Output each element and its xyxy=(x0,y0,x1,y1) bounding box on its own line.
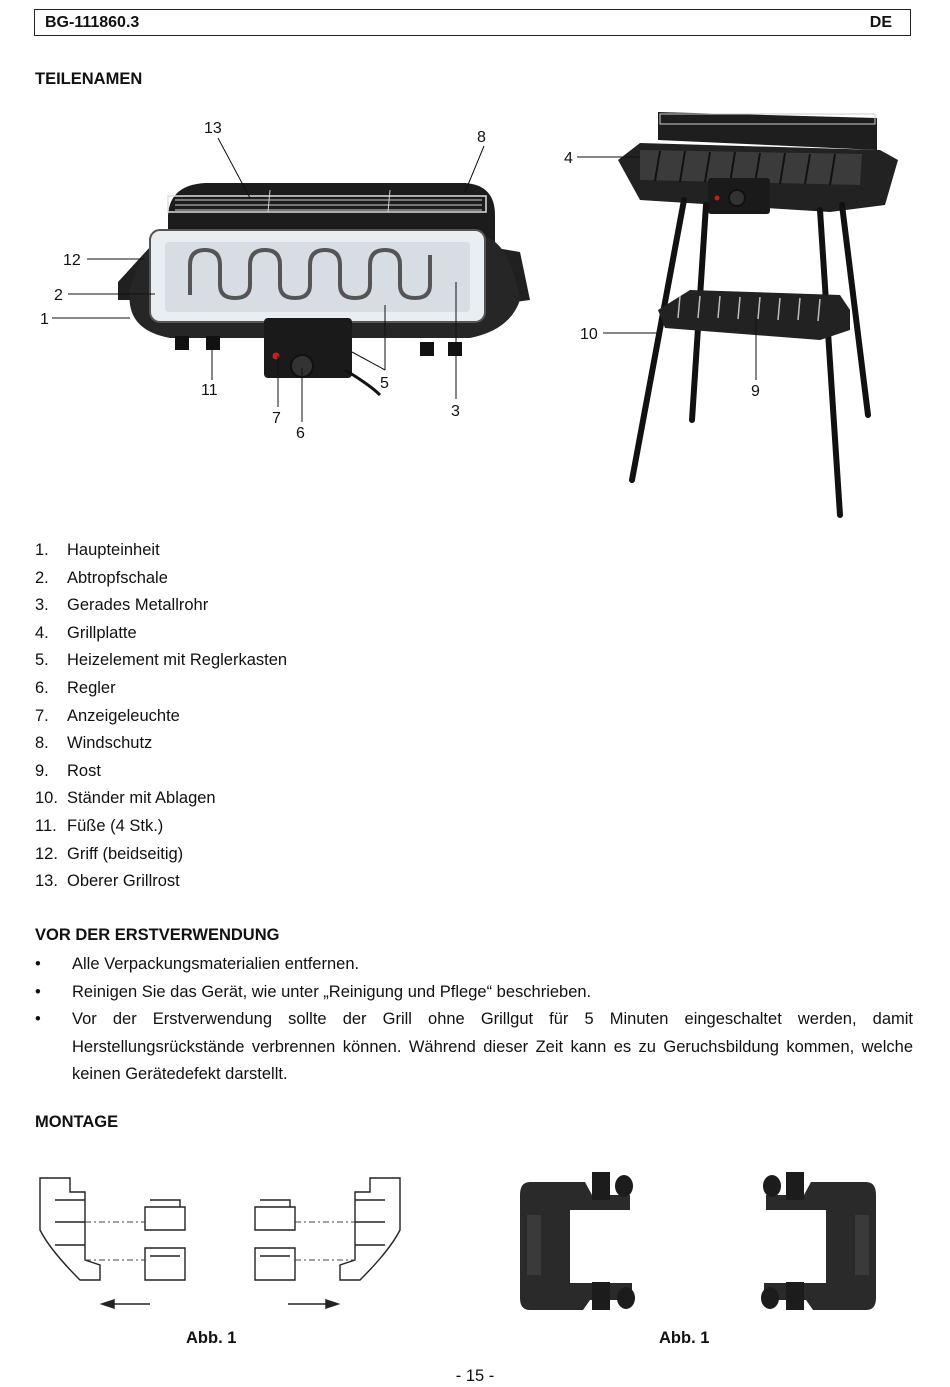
direction-arrows xyxy=(102,1300,338,1308)
standing-grill-image xyxy=(618,112,898,515)
list-item: 5. Heizelement mit Reglerkasten xyxy=(35,651,288,670)
list-item: 10. Ständer mit Ablagen xyxy=(35,789,216,808)
list-item: 12. Griff (beidseitig) xyxy=(35,844,184,863)
list-item: 6. Regler xyxy=(35,678,116,697)
callout-3: 3 xyxy=(451,403,460,420)
document-id: BG-111860.3 xyxy=(45,14,140,31)
first-use-list xyxy=(35,951,913,1089)
list-item: 1. Haupteinheit xyxy=(35,541,160,559)
list-item: 9. Rost xyxy=(35,761,101,780)
list-item: 3. Gerades Metallrohr xyxy=(35,596,209,615)
callout-7: 7 xyxy=(272,410,281,427)
callout-5: 5 xyxy=(380,375,389,392)
callout-13: 13 xyxy=(204,120,222,137)
list-item: • Reinigen Sie das Gerät, wie unter „Reinigung und Pflege“ beschrieben. xyxy=(35,979,913,1007)
assembly-guide-lines xyxy=(85,1222,355,1260)
callout-1: 1 xyxy=(40,311,49,328)
list-item: • Alle Verpackungsmaterialien entfernen. xyxy=(35,951,913,979)
language-code: DE xyxy=(869,14,892,31)
bracket-left-image xyxy=(520,1172,635,1310)
assembly-line-drawing xyxy=(40,1178,400,1280)
bracket-right-image xyxy=(761,1172,876,1310)
list-item: • Vor der Erstverwendung sollte der Grill ohne Grillgut für 5 Minuten eingeschaltet werden, damit Herstellungsrückstände verbrennen können. Während dieser Zeit kann es zu Geruchsbildung kommen, welche keinen Gerätedefekt darstellt. xyxy=(35,1006,913,1089)
callout-12: 12 xyxy=(63,252,81,269)
callout-9: 9 xyxy=(751,383,760,400)
bullet-icon: • xyxy=(35,982,41,1001)
product-illustrations xyxy=(0,0,950,530)
list-item: 13. Oberer Grillrost xyxy=(35,872,180,891)
callout-8: 8 xyxy=(477,129,486,146)
figure-caption-left: Abb. 1 xyxy=(186,1329,237,1347)
figure-caption-right: Abb. 1 xyxy=(659,1329,710,1347)
callout-11: 11 xyxy=(201,382,218,399)
list-item: 8. Windschutz xyxy=(35,734,153,753)
callout-4: 4 xyxy=(564,150,573,167)
callout-10: 10 xyxy=(580,326,598,343)
assembly-section-title: MONTAGE xyxy=(35,1113,119,1131)
list-item: 4. Grillplatte xyxy=(35,623,137,642)
list-item: 2. Abtropfschale xyxy=(35,568,168,587)
bullet-icon: • xyxy=(35,955,41,973)
parts-section-title: TEILENAMEN xyxy=(35,70,143,88)
parts-list xyxy=(35,537,287,896)
page-number: - 15 - xyxy=(455,1367,495,1385)
bullet-icon: • xyxy=(35,1010,41,1029)
first-use-section-title: VOR DER ERSTVERWENDUNG xyxy=(35,926,280,944)
list-item: 11. Füße (4 Stk.) xyxy=(35,816,164,835)
tabletop-grill-image xyxy=(118,183,530,395)
callout-6: 6 xyxy=(296,425,305,442)
callout-2: 2 xyxy=(54,287,63,304)
list-item: 7. Anzeigeleuchte xyxy=(35,706,180,725)
